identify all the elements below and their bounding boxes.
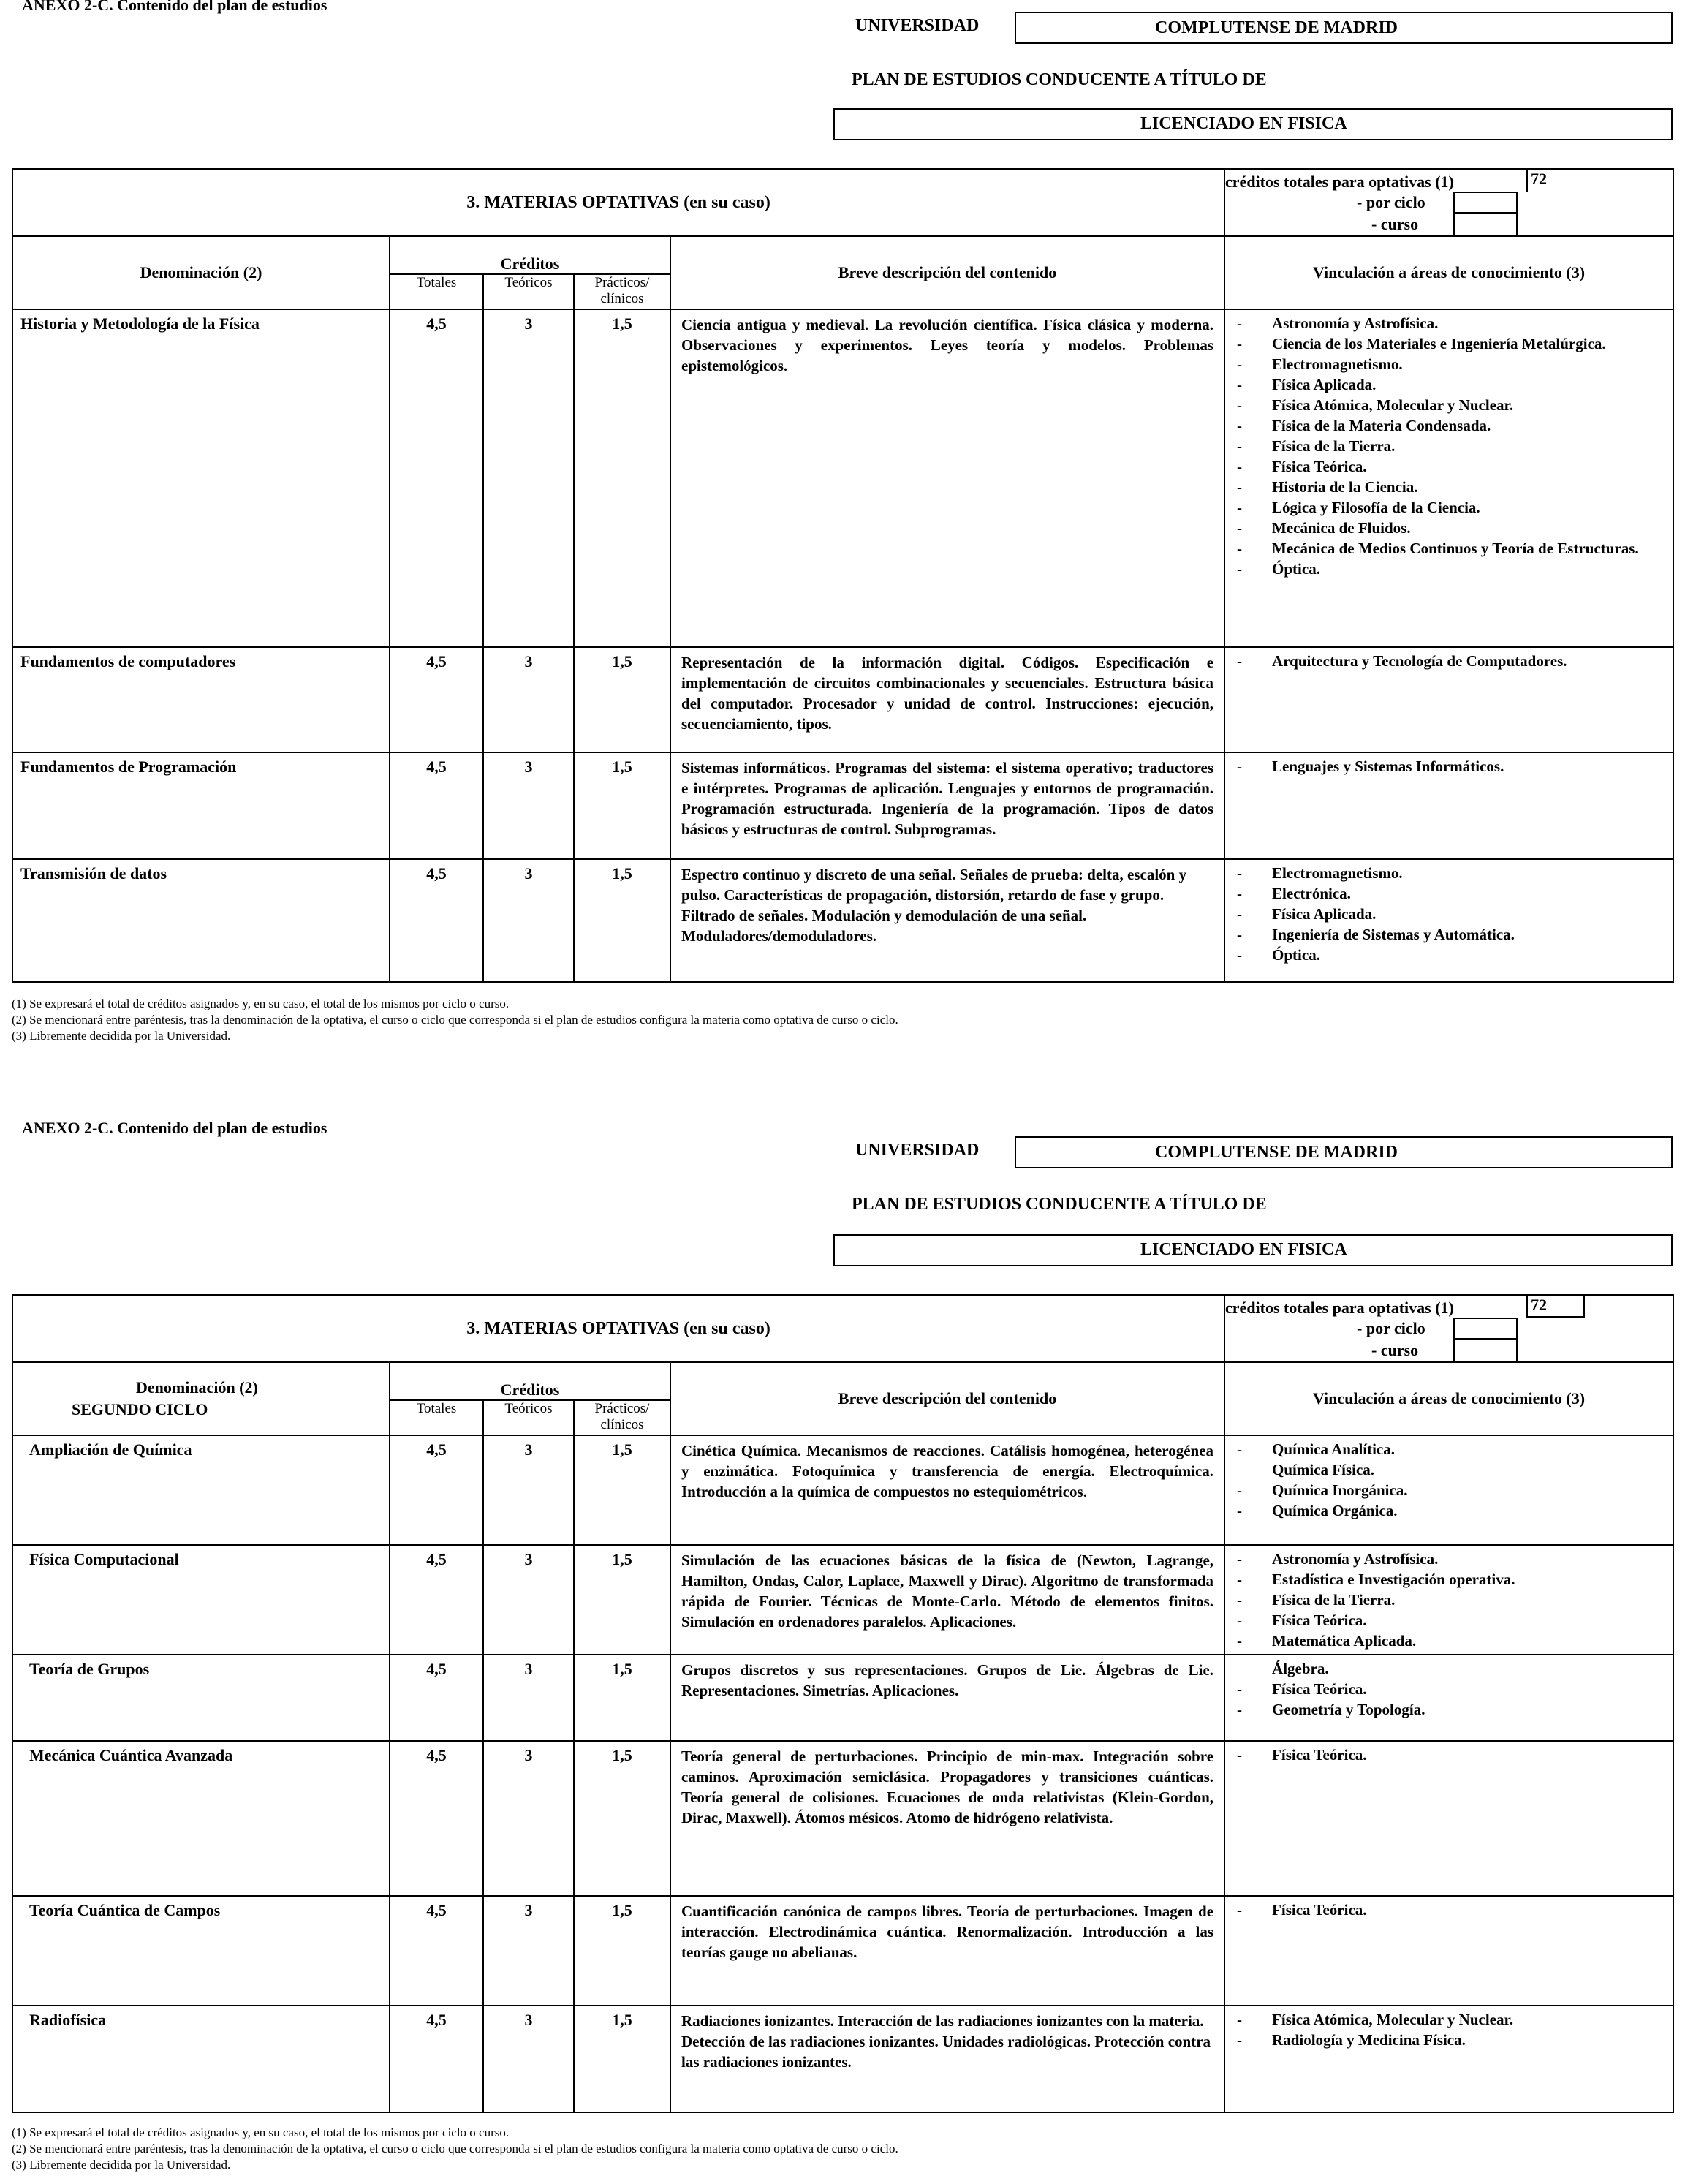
area-item: - Radiología y Medicina Física. xyxy=(1231,2030,1665,2050)
practicos-value: 1,5 xyxy=(574,1545,670,1655)
por-ciclo-label: - por ciclo xyxy=(1357,193,1425,211)
titulo-box xyxy=(833,1234,1673,1266)
header-creditos: Créditos xyxy=(390,1362,670,1400)
footnote-2: (2) Se mencionará entre paréntesis, tras la denominación de la optativa, el curso o ciclo que corresponda si el plan de estudios configura la materia como optativa de curso o ciclo. xyxy=(12,1013,898,1027)
areas-list xyxy=(1224,1655,1673,1741)
por-ciclo-box xyxy=(1453,192,1518,214)
totales-value: 4,5 xyxy=(390,647,483,752)
subject-name: Historia y Metodología de la Física xyxy=(12,309,390,647)
practicos-value: 1,5 xyxy=(574,859,670,982)
area-item: - Física Atómica, Molecular y Nuclear. xyxy=(1231,2009,1665,2030)
areas-list xyxy=(1224,309,1673,647)
description: Radiaciones ionizantes. Interacción de las radiaciones ionizantes con la materia. Detección de las radiaciones ionizantes. Unidades radiológicas. Protección contra las radiaciones ionizantes. xyxy=(670,2006,1224,2112)
titulo-box xyxy=(833,108,1673,140)
header-descripcion: Breve descripción del contenido xyxy=(670,236,1224,309)
header-descripcion: Breve descripción del contenido xyxy=(670,1362,1224,1435)
areas-list xyxy=(1224,1896,1673,2006)
table-row xyxy=(12,1896,1673,2006)
area-item: - Química Analítica. xyxy=(1231,1439,1665,1459)
practicos-value: 1,5 xyxy=(574,309,670,647)
subject-name: Mecánica Cuántica Avanzada xyxy=(12,1741,390,1896)
area-item: - Física Teórica. xyxy=(1231,456,1665,477)
area-item: - Lógica y Filosofía de la Ciencia. xyxy=(1231,497,1665,518)
table-row xyxy=(12,1741,1673,1896)
curso-label: - curso xyxy=(1371,215,1419,233)
subject-name: Transmisión de datos xyxy=(12,859,390,982)
teoricos-value: 3 xyxy=(483,2006,574,2112)
footnotes xyxy=(12,996,898,1044)
teoricos-value: 3 xyxy=(483,1435,574,1545)
area-item: - Física Teórica. xyxy=(1231,1745,1665,1765)
universidad-label: UNIVERSIDAD xyxy=(855,1141,980,1160)
area-item: - Astronomía y Astrofísica. xyxy=(1231,313,1665,333)
subject-name: Teoría Cuántica de Campos xyxy=(12,1896,390,2006)
por-ciclo-label: - por ciclo xyxy=(1357,1319,1425,1337)
creditos-totales-value: 72 xyxy=(1531,170,1548,188)
totales-value: 4,5 xyxy=(390,2006,483,2112)
area-item: - Historia de la Ciencia. xyxy=(1231,477,1665,497)
area-item: - Física Atómica, Molecular y Nuclear. xyxy=(1231,395,1665,415)
teoricos-value: 3 xyxy=(483,1896,574,2006)
curso-box xyxy=(1453,1338,1518,1363)
practicos-value: 1,5 xyxy=(574,1435,670,1545)
creditos-totales-label: créditos totales para optativas (1) xyxy=(1225,173,1454,191)
areas-list xyxy=(1224,1545,1673,1655)
universidad-box xyxy=(1015,12,1673,44)
totales-value: 4,5 xyxy=(390,1741,483,1896)
area-item: Álgebra. xyxy=(1272,1660,1329,1677)
header-totales: Totales xyxy=(390,274,483,309)
subject-name: Fundamentos de computadores xyxy=(12,647,390,752)
por-ciclo-box xyxy=(1453,1318,1518,1340)
area-item: - Estadística e Investigación operativa. xyxy=(1231,1569,1665,1590)
totales-value: 4,5 xyxy=(390,309,483,647)
footnote-2: (2) Se mencionará entre paréntesis, tras la denominación de la optativa, el curso o ciclo que corresponda si el plan de estudios configura la materia como optativa de curso o ciclo. xyxy=(12,2142,898,2155)
universidad-value: COMPLUTENSE DE MADRID xyxy=(1155,18,1398,37)
areas-list xyxy=(1224,1435,1673,1545)
area-item: - Física Teórica. xyxy=(1231,1679,1665,1699)
areas-list xyxy=(1224,752,1673,859)
table-row xyxy=(12,2006,1673,2112)
area-item: - Mecánica de Fluidos. xyxy=(1231,518,1665,538)
anexo-title: ANEXO 2-C. Contenido del plan de estudios xyxy=(22,0,327,14)
description: Grupos discretos y sus representaciones. Grupos de Lie. Álgebras de Lie. Representaciones. Simetrías. Aplicaciones. xyxy=(670,1655,1224,1741)
area-item: - Química Orgánica. xyxy=(1231,1500,1665,1521)
area-item: - Química Inorgánica. xyxy=(1231,1480,1665,1500)
footnote-1: (1) Se expresará el total de créditos asignados y, en su caso, el total de los mismos por ciclo o curso. xyxy=(12,2126,510,2139)
area-item: - Ciencia de los Materiales e Ingeniería Metalúrgica. xyxy=(1231,333,1665,354)
creditos-totales-box xyxy=(1526,170,1585,192)
header-vinculacion: Vinculación a áreas de conocimiento (3) xyxy=(1224,1362,1673,1435)
creditos-totales-box xyxy=(1526,1296,1585,1318)
subject-name: Fundamentos de Programación xyxy=(12,752,390,859)
area-item: - Electrónica. xyxy=(1231,883,1665,904)
plan-label: PLAN DE ESTUDIOS CONDUCENTE A TÍTULO DE xyxy=(852,70,1267,89)
teoricos-value: 3 xyxy=(483,752,574,859)
table-row xyxy=(12,1655,1673,1741)
subject-name: Radiofísica xyxy=(12,2006,390,2112)
area-item: - Física Aplicada. xyxy=(1231,374,1665,395)
description: Ciencia antigua y medieval. La revolución científica. Física clásica y moderna. Observaciones y experimentos. Leyes teoría y modelos. Problemas epistemológicos. xyxy=(670,309,1224,647)
area-item: - Astronomía y Astrofísica. xyxy=(1231,1549,1665,1569)
titulo-value: LICENCIADO EN FISICA xyxy=(1140,1240,1347,1259)
teoricos-value: 3 xyxy=(483,1741,574,1896)
area-item: - Electromagnetismo. xyxy=(1231,354,1665,374)
area-item: - Óptica. xyxy=(1231,945,1665,965)
area-item: - Física de la Materia Condensada. xyxy=(1231,415,1665,436)
header-denominacion: Denominación (2) xyxy=(12,236,390,309)
curso-box xyxy=(1453,212,1518,237)
totales-value: 4,5 xyxy=(390,1655,483,1741)
footnote-1: (1) Se expresará el total de créditos asignados y, en su caso, el total de los mismos por ciclo o curso. xyxy=(12,997,510,1010)
header-vinculacion: Vinculación a áreas de conocimiento (3) xyxy=(1224,236,1673,309)
teoricos-value: 3 xyxy=(483,647,574,752)
teoricos-value: 3 xyxy=(483,1545,574,1655)
description: Cuantificación canónica de campos libres. Teoría de perturbaciones. Imagen de interacción. Electrodinámica cuántica. Renormalización. Introducción a las teorías gauge no abelianas. xyxy=(670,1896,1224,2006)
table-row xyxy=(12,309,1673,647)
header-totales: Totales xyxy=(390,1400,483,1435)
area-item: - Ingeniería de Sistemas y Automática. xyxy=(1231,924,1665,945)
titulo-value: LICENCIADO EN FISICA xyxy=(1140,114,1347,133)
header-creditos: Créditos xyxy=(390,236,670,274)
creditos-totales-label: créditos totales para optativas (1) xyxy=(1225,1299,1454,1317)
table-row xyxy=(12,647,1673,752)
areas-list xyxy=(1224,1741,1673,1896)
header-teoricos: Teóricos xyxy=(483,1400,574,1435)
area-item: Química Física. xyxy=(1272,1461,1375,1478)
totales-value: 4,5 xyxy=(390,1896,483,2006)
area-item: - Física Teórica. xyxy=(1231,1610,1665,1631)
area-item: - Lenguajes y Sistemas Informáticos. xyxy=(1231,756,1665,777)
practicos-value: 1,5 xyxy=(574,752,670,859)
teoricos-value: 3 xyxy=(483,859,574,982)
table-row xyxy=(12,1435,1673,1545)
area-item: - Óptica. xyxy=(1231,559,1665,579)
practicos-value: 1,5 xyxy=(574,1896,670,2006)
footnotes xyxy=(12,2125,898,2173)
area-item: - Electromagnetismo. xyxy=(1231,863,1665,883)
section-title: 3. MATERIAS OPTATIVAS (en su caso) xyxy=(12,1295,1224,1362)
practicos-value: 1,5 xyxy=(574,1655,670,1741)
optativas-table xyxy=(12,1294,1674,2113)
description: Cinética Química. Mecanismos de reacciones. Catálisis homogénea, heterogénea y enzimática. Fotoquímica y transferencia de energía. Electroquímica. Introducción a la química de compuestos no estequiométricos. xyxy=(670,1435,1224,1545)
creditos-totales-cell xyxy=(1224,169,1673,236)
teoricos-value: 3 xyxy=(483,309,574,647)
area-item: - Geometría y Topología. xyxy=(1231,1699,1665,1720)
table-row xyxy=(12,752,1673,859)
header-practicos: Prácticos/ clínicos xyxy=(574,1400,670,1435)
area-item: - Física Aplicada. xyxy=(1231,904,1665,924)
footnote-3: (3) Libremente decidida por la Universidad. xyxy=(12,2158,231,2172)
description: Espectro continuo y discreto de una señal. Señales de prueba: delta, escalón y pulso. Características de propagación, distorsión, retardo de fase y grupo. Filtrado de señales. Modulación y demodulación de una señal. Moduladores/demoduladores. xyxy=(670,859,1224,982)
area-item: - Matemática Aplicada. xyxy=(1231,1631,1665,1651)
description: Representación de la información digital. Códigos. Especificación e implementación de circuitos combinacionales y secuenciales. Estructura básica del computador. Procesador y unidad de control. Instrucciones: ejecución, secuenciamiento, tipos. xyxy=(670,647,1224,752)
areas-list xyxy=(1224,859,1673,982)
description: Teoría general de perturbaciones. Principio de min-max. Integración sobre caminos. Aproximación semiclásica. Propagadores y transiciones cuánticas. Teoría general de colisiones. Ecuaciones de onda relativistas (Klein-Gordon, Dirac, Maxwell). Átomos mésicos. Atomo de hidrógeno relativista. xyxy=(670,1741,1224,1896)
totales-value: 4,5 xyxy=(390,752,483,859)
header-practicos: Prácticos/ clínicos xyxy=(574,274,670,309)
description: Sistemas informáticos. Programas del sistema: el sistema operativo; traductores e intérpretes. Programas de aplicación. Lenguajes y entornos de programación. Programación estructurada. Ingeniería de la programación. Tipos de datos básicos y estructuras de control. Subprogramas. xyxy=(670,752,1224,859)
header-teoricos: Teóricos xyxy=(483,274,574,309)
header-denominacion xyxy=(12,1362,390,1435)
practicos-value: 1,5 xyxy=(574,1741,670,1896)
creditos-totales-cell xyxy=(1224,1295,1673,1362)
plan-label: PLAN DE ESTUDIOS CONDUCENTE A TÍTULO DE xyxy=(852,1195,1267,1214)
area-item: - Mecánica de Medios Continuos y Teoría de Estructuras. xyxy=(1231,538,1665,559)
area-item: - Física de la Tierra. xyxy=(1231,436,1665,456)
area-item: - Física Teórica. xyxy=(1231,1900,1665,1920)
areas-list xyxy=(1224,647,1673,752)
creditos-totales-value: 72 xyxy=(1531,1296,1548,1314)
universidad-label: UNIVERSIDAD xyxy=(855,16,980,35)
subject-name: Física Computacional xyxy=(12,1545,390,1655)
subject-name: Teoría de Grupos xyxy=(12,1655,390,1741)
practicos-value: 1,5 xyxy=(574,2006,670,2112)
totales-value: 4,5 xyxy=(390,859,483,982)
optativas-table xyxy=(12,168,1674,983)
universidad-value: COMPLUTENSE DE MADRID xyxy=(1155,1143,1398,1162)
denominacion-label: Denominación (2) xyxy=(136,1378,258,1397)
curso-label: - curso xyxy=(1371,1341,1419,1359)
area-item: - Física de la Tierra. xyxy=(1231,1590,1665,1610)
practicos-value: 1,5 xyxy=(574,647,670,752)
subject-name: Ampliación de Química xyxy=(12,1435,390,1545)
ciclo-label: SEGUNDO CICLO xyxy=(72,1400,208,1418)
totales-value: 4,5 xyxy=(390,1435,483,1545)
teoricos-value: 3 xyxy=(483,1655,574,1741)
universidad-box xyxy=(1015,1136,1673,1168)
table-row xyxy=(12,859,1673,982)
footnote-3: (3) Libremente decidida por la Universidad. xyxy=(12,1029,231,1043)
totales-value: 4,5 xyxy=(390,1545,483,1655)
section-title: 3. MATERIAS OPTATIVAS (en su caso) xyxy=(12,169,1224,236)
table-row xyxy=(12,1545,1673,1655)
anexo-title: ANEXO 2-C. Contenido del plan de estudios xyxy=(22,1119,327,1137)
areas-list xyxy=(1224,2006,1673,2112)
description: Simulación de las ecuaciones básicas de la física de (Newton, Lagrange, Hamilton, Ondas, Calor, Laplace, Maxwell y Dirac). Algoritmo de transformada rápida de Fourier. Técnicas de Monte-Carlo. Método de elementos finitos. Simulación en ordenadores paralelos. Aplicaciones. xyxy=(670,1545,1224,1655)
area-item: - Arquitectura y Tecnología de Computadores. xyxy=(1231,651,1665,671)
